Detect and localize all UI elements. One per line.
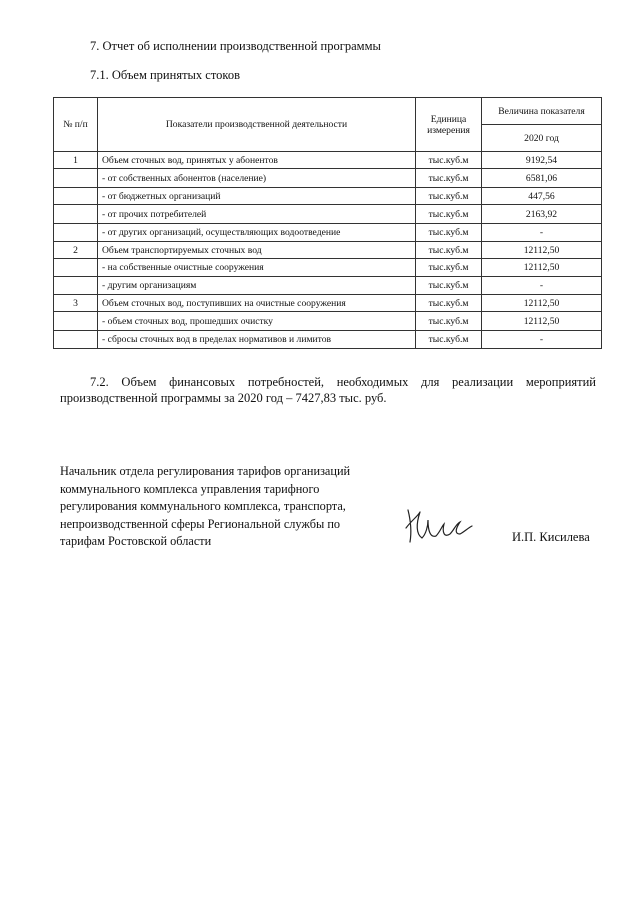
section-subtitle: 7.1. Объем принятых стоков — [90, 68, 240, 82]
header-value-group: Величина показателя — [482, 98, 602, 125]
row-indicator: - другим организациям — [98, 277, 416, 295]
position-line: Начальник отдела регулирования тарифов организаций — [60, 464, 351, 478]
row-value: 2163,92 — [482, 205, 602, 224]
table-row — [54, 295, 602, 312]
table-row — [54, 152, 602, 169]
row-num: 3 — [54, 295, 98, 312]
row-indicator: - от собственных абонентов (население) — [98, 169, 416, 188]
financial-note: 7.2. Объем финансовых потребностей, необходимых для реализации мероприятий производственной программы за 2020 год – 7427,83 тыс. руб. — [60, 375, 596, 405]
table-row — [54, 331, 602, 349]
row-indicator: Объем сточных вод, принятых у абонентов — [98, 152, 416, 169]
row-unit: тыс.куб.м — [416, 152, 482, 169]
row-num — [54, 312, 98, 331]
row-indicator: - от других организаций, осуществляющих водоотведение — [98, 224, 416, 242]
row-value: 6581,06 — [482, 169, 602, 188]
wastewater-table — [53, 97, 602, 349]
position-line: регулирования коммунального комплекса, транспорта, — [60, 499, 346, 513]
row-num — [54, 205, 98, 224]
row-num — [54, 259, 98, 277]
header-indicator: Показатели производственной деятельности — [98, 98, 416, 152]
row-indicator: Объем сточных вод, поступивших на очистные сооружения — [98, 295, 416, 312]
row-unit: тыс.куб.м — [416, 312, 482, 331]
row-unit: тыс.куб.м — [416, 295, 482, 312]
row-value: - — [482, 331, 602, 349]
header-num: № п/п — [54, 98, 98, 152]
row-num: 1 — [54, 152, 98, 169]
table-row — [54, 312, 602, 331]
row-indicator: - на собственные очистные сооружения — [98, 259, 416, 277]
header-year: 2020 год — [482, 125, 602, 152]
row-num — [54, 169, 98, 188]
table-row — [54, 259, 602, 277]
handwritten-signature — [398, 498, 478, 548]
row-indicator: - от прочих потребителей — [98, 205, 416, 224]
row-value: - — [482, 277, 602, 295]
table-row — [54, 188, 602, 205]
row-num: 2 — [54, 242, 98, 259]
position-line: тарифам Ростовской области — [60, 534, 212, 548]
position-line: непроизводственной сферы Региональной службы по — [60, 516, 341, 531]
row-indicator: Объем транспортируемых сточных вод — [98, 242, 416, 259]
header-unit: Единица измерения — [416, 98, 482, 152]
row-value: 447,56 — [482, 188, 602, 205]
table-row — [54, 169, 602, 188]
row-num — [54, 224, 98, 242]
row-unit: тыс.куб.м — [416, 224, 482, 242]
row-unit: тыс.куб.м — [416, 277, 482, 295]
row-num — [54, 331, 98, 349]
row-value: 12112,50 — [482, 295, 602, 312]
row-unit: тыс.куб.м — [416, 331, 482, 349]
row-value: 9192,54 — [482, 152, 602, 169]
row-num — [54, 277, 98, 295]
table-row — [54, 224, 602, 242]
row-unit: тыс.куб.м — [416, 188, 482, 205]
signatory-position — [60, 463, 390, 551]
row-value: 12112,50 — [482, 242, 602, 259]
table-body — [54, 152, 602, 349]
signatory-name: И.П. Кисилева — [512, 530, 590, 544]
row-indicator: - от бюджетных организаций — [98, 188, 416, 205]
row-unit: тыс.куб.м — [416, 205, 482, 224]
row-unit: тыс.куб.м — [416, 259, 482, 277]
row-value: - — [482, 224, 602, 242]
row-indicator: - сбросы сточных вод в пределах нормативов и лимитов — [98, 331, 416, 349]
position-line: коммунального комплекса управления тарифного — [60, 481, 320, 496]
table-row — [54, 242, 602, 259]
table-row — [54, 277, 602, 295]
row-indicator: - объем сточных вод, прошедших очистку — [98, 312, 416, 331]
row-unit: тыс.куб.м — [416, 169, 482, 188]
table-row — [54, 205, 602, 224]
row-unit: тыс.куб.м — [416, 242, 482, 259]
row-value: 12112,50 — [482, 259, 602, 277]
section-title: 7. Отчет об исполнении производственной программы — [90, 39, 381, 53]
row-num — [54, 188, 98, 205]
row-value: 12112,50 — [482, 312, 602, 331]
